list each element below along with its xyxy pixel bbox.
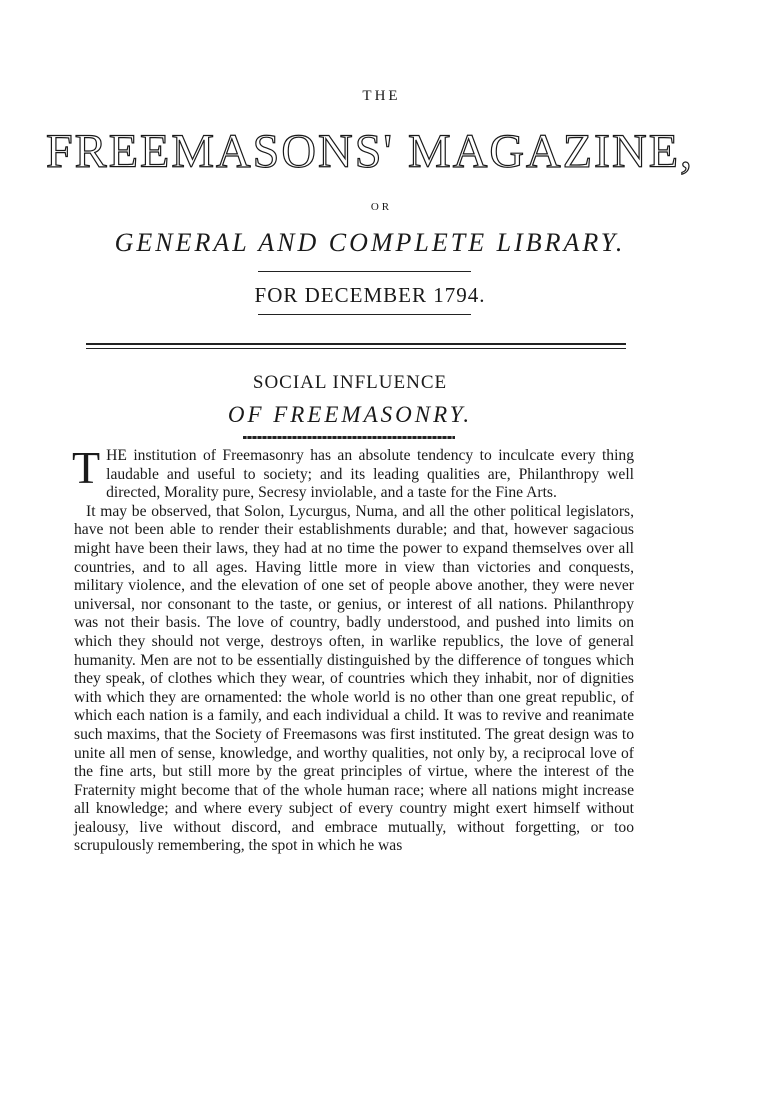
article-title-line2: OF FREEMASONRY.	[227, 402, 473, 427]
rule-above-issue	[258, 271, 471, 272]
rule-below-issue	[258, 314, 471, 315]
double-rule-top	[86, 343, 626, 345]
paragraph-2: It may be observed, that Solon, Lycurgus, Numa, and all the other political legislators, have not been able to render their establishments durable; and that, however sagacious might have been their laws, they had at no time the power to expand themselves over all countries, and to all ages. Having little more in view than victories and conquests, military violence, and the elevation of one set of people above another, they were never universal, nor consonant to the taste, or genius, or interest of all nations. Philanthropy was not their basis. The love of country, badly understood, and pushed into limits on which they should not verge, destroys often, in warlike republics, the love of general humanity. Men are not to be essentially distinguished by the difference of tongues which they speak, of clothes which they wear, of countries which they inhabit, nor of dignities with which they are ornamented: the whole world is no other than one great republic, of which each nation is a family, and each individual a child. It was to revive and reanimate such maxims, that the Society of Freemasons was first instituted. The great design was to unite all men of sense, knowledge, and worthy qualities, not only by, a reciprocal love of the fine arts, but still more by the great principles of virtue, where the interest of the Fraternity might become that of the whole human race; where all nations might increase all knowledge; and where every subject of every country might exert himself without jealousy, live without discord, and embrace mutually, without forgetting, or too scrupulously remembering, the spot in which he was	[74, 502, 634, 855]
article-title-line1: SOCIAL INFLUENCE	[252, 372, 448, 393]
issue-month: DECEMBER	[304, 283, 427, 307]
paragraph-1	[72, 442, 634, 503]
drop-cap: T	[72, 442, 101, 493]
issue-year: 1794.	[433, 283, 486, 307]
article-body	[72, 442, 634, 856]
double-rule-bottom	[86, 348, 626, 349]
issue-date	[30, 283, 710, 308]
masthead-the: THE	[362, 88, 401, 104]
paragraph-1-text: HE institution of Freemasonry has an absolute tendency to inculcate every thing laudable and useful to society; and its leading qualities are, Philanthropy well directed, Morality pure, Secresy inviolable, and a taste for the Fine Arts.	[106, 447, 634, 502]
magazine-subtitle: GENERAL AND COMPLETE LIBRARY.	[114, 228, 626, 257]
masthead-or: OR	[370, 201, 393, 213]
magazine-title: FREEMASONS' MAGAZINE,	[45, 125, 695, 178]
ornamental-rule	[243, 436, 455, 439]
issue-prefix: FOR	[254, 283, 299, 307]
